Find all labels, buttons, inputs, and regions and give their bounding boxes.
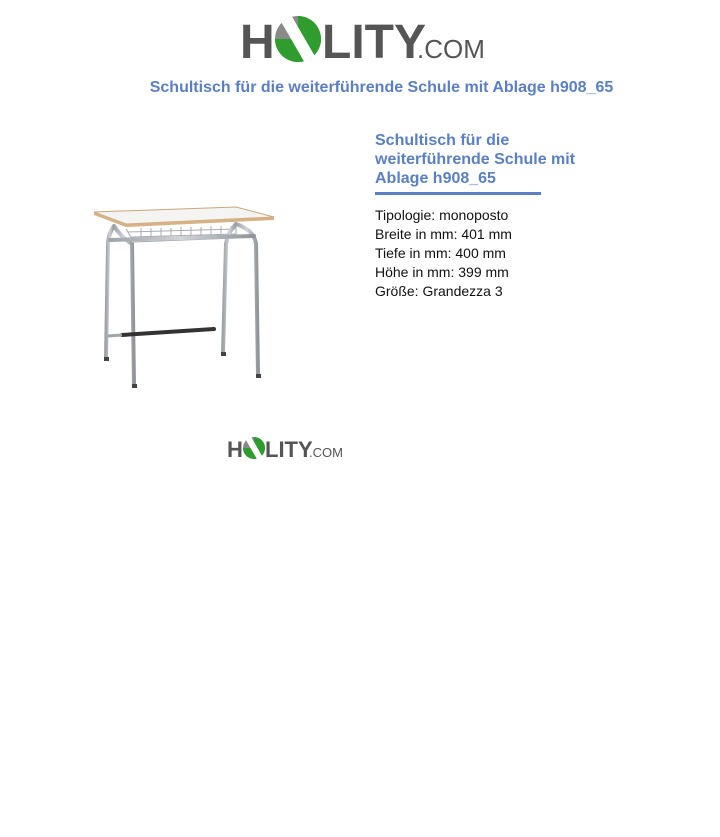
logo-small-suffix: .COM <box>309 445 342 460</box>
spec-item-breite: Breite in mm: 401 mm <box>375 226 512 242</box>
logo-letter-h: H <box>240 16 275 66</box>
logo-o-icon <box>275 16 321 62</box>
page-title: Schultisch für die weiterführende Schule mit Ablage h908_65 <box>149 79 614 96</box>
logo-small-o-icon <box>243 437 265 459</box>
heading-divider <box>375 192 541 195</box>
spec-item-hoehe: Höhe in mm: 399 mm <box>375 264 509 280</box>
product-details <box>375 131 605 301</box>
logo-small-wordmark: LITY <box>265 437 313 462</box>
holity-logo-graphic <box>240 12 485 66</box>
school-desk-icon <box>86 198 286 398</box>
spec-item-tipologie: Tipologie: monoposto <box>375 207 509 223</box>
logo-wordmark: LITY <box>322 16 426 66</box>
logo-small-letter-h: H <box>227 437 243 462</box>
logo-suffix: .COM <box>417 34 485 64</box>
spec-item-tiefe: Tiefe in mm: 400 mm <box>375 245 506 261</box>
product-heading: Schultisch für die weiterführende Schule mit Ablage h908_65 <box>375 132 576 187</box>
holity-logo-small <box>227 435 342 463</box>
holity-logo <box>240 12 485 66</box>
holity-logo-small-graphic <box>227 435 342 463</box>
spec-item-groesse: Größe: Grandezza 3 <box>375 283 503 299</box>
product-image <box>86 198 286 398</box>
spec-list <box>375 206 605 301</box>
